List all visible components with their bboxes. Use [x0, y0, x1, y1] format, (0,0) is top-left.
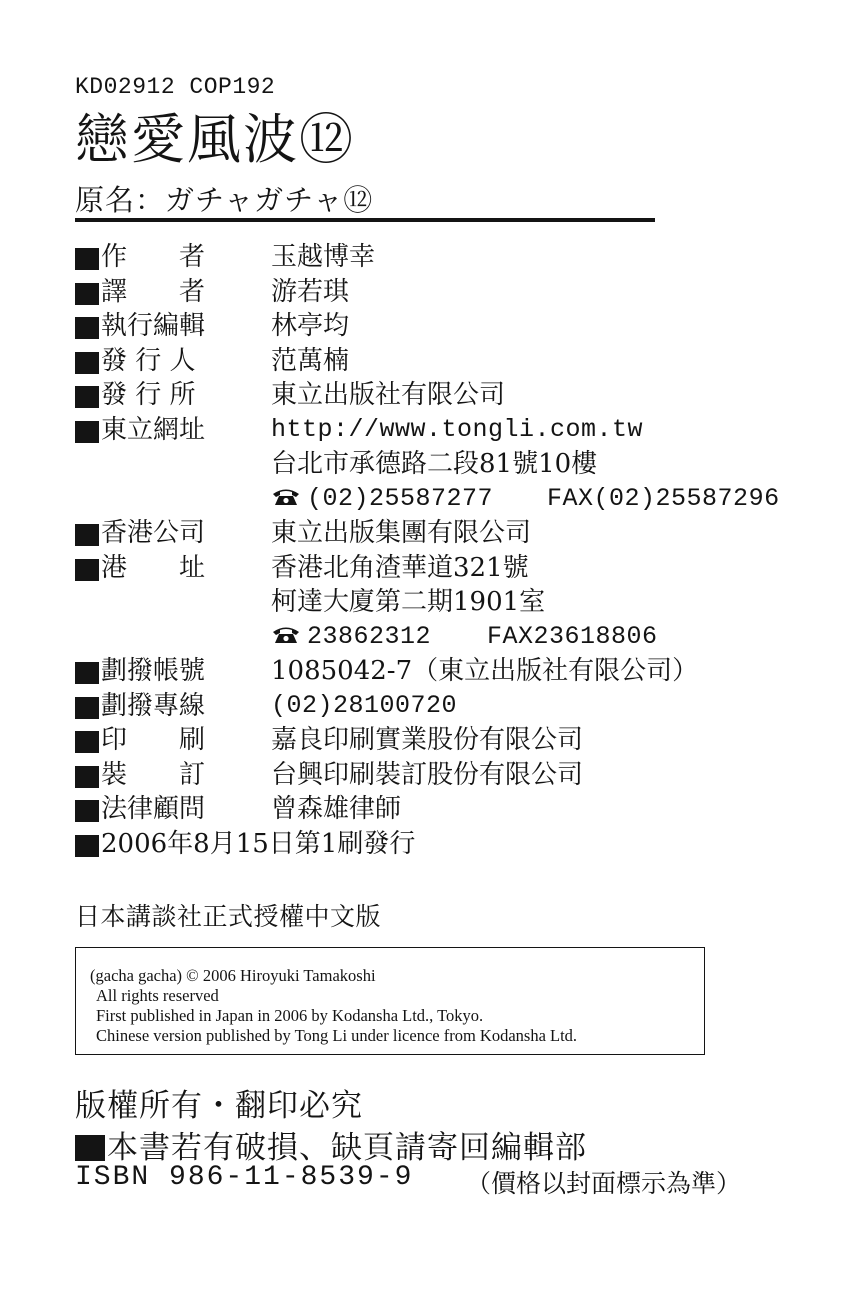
damage-notice-text: 本書若有破損、缺頁請寄回編輯部 [107, 1130, 587, 1166]
bullet-square [75, 386, 99, 408]
hk-contact-row [75, 620, 795, 655]
credit-label: 法律顧問 [101, 794, 206, 824]
credit-label: 香港公司 [101, 518, 206, 548]
bullet-square [75, 766, 99, 788]
credit-value: 林亭均 [271, 311, 350, 341]
credit-label: 發 行 人 [101, 345, 196, 376]
credit-label: 裝 訂 [101, 759, 206, 790]
price-note: （價格以封面標示為準） [466, 1169, 742, 1198]
credit-value: 東立出版社有限公司 [271, 380, 506, 410]
website-url[interactable]: http://www.tongli.com.tw [271, 414, 644, 444]
credit-row-translator [75, 275, 795, 310]
rights-statement: 版權所有・翻印必究 [75, 1088, 363, 1124]
credit-label: 東立網址 [101, 414, 206, 445]
title-rule [75, 218, 655, 222]
hk-address-row-2 [75, 585, 795, 620]
bullet-square [75, 317, 99, 339]
credit-row-giro-line [75, 689, 795, 724]
credit-value: 1085042-7（東立出版社有限公司） [271, 656, 699, 686]
publish-date-row [75, 827, 795, 862]
hk-address-row [75, 551, 795, 586]
bullet-square [75, 800, 99, 822]
bullet-square [75, 662, 99, 684]
bullet-square [75, 559, 99, 581]
bullet-square [75, 1135, 105, 1161]
publish-date: 2006年8月15日第1刷發行 [101, 828, 416, 859]
credit-value: 范萬楠 [271, 345, 350, 376]
copyright-box [75, 947, 705, 1055]
bullet-square [75, 283, 99, 305]
tongli-address: 台北市承德路二段81號10樓 [271, 449, 598, 479]
credit-value: (02)28100720 [271, 690, 458, 720]
credit-row-website [75, 413, 795, 448]
original-title: 原名：ガチャガチャ⑫ [75, 183, 374, 217]
credit-label: 作 者 [101, 242, 206, 272]
hk-address-line2: 柯達大廈第二期1901室 [271, 587, 546, 617]
hk-phone: 23862312 [307, 621, 432, 651]
credit-value: 游若琪 [271, 276, 350, 307]
credit-label: 發 行 所 [101, 380, 196, 410]
phone-icon [271, 487, 301, 507]
credit-label: 劃撥專線 [101, 690, 206, 721]
bullet-square [75, 731, 99, 753]
copyright-line: (gacha gacha) © 2006 Hiroyuki Tamakoshi [90, 966, 376, 985]
copyright-line: Chinese version published by Tong Li under licence from Kodansha Ltd. [96, 1026, 578, 1045]
credit-row-legal [75, 792, 795, 827]
credit-value: 曾森雄律師 [271, 794, 402, 824]
tongli-contact [271, 482, 780, 516]
bullet-square [75, 248, 99, 270]
copyright-line: All rights reserved [96, 986, 219, 1005]
isbn: ISBN 986-11-8539-9 [75, 1162, 414, 1193]
credit-label: 執行編輯 [101, 311, 206, 341]
credit-value: 玉越博幸 [271, 242, 376, 272]
credit-row-printer [75, 723, 795, 758]
hk-company-row [75, 516, 795, 551]
credit-row-publishing-house [75, 378, 795, 413]
hk-contact [271, 620, 658, 654]
credit-label: 譯 者 [101, 276, 206, 307]
tongli-fax: FAX(02)25587296 [547, 483, 780, 513]
credit-value: 台興印刷裝訂股份有限公司 [271, 759, 584, 790]
license-statement: 日本講談社正式授權中文版 [75, 902, 382, 931]
credit-row-editor [75, 309, 795, 344]
bullet-square [75, 524, 99, 546]
credit-label: 劃撥帳號 [101, 656, 206, 686]
credit-label: 港 址 [101, 552, 206, 583]
tongli-contact-row [75, 482, 795, 517]
credit-label: 印 刷 [101, 725, 206, 755]
phone-icon [271, 625, 301, 645]
bullet-square [75, 352, 99, 374]
credit-row-giro-account [75, 654, 795, 689]
hk-company: 東立出版集團有限公司 [271, 518, 532, 548]
book-title: 戀愛風波⑫ [75, 108, 355, 171]
copyright-line: First published in Japan in 2006 by Kodansha Ltd., Tokyo. [96, 1006, 484, 1025]
hk-fax: FAX23618806 [487, 621, 658, 651]
bullet-square [75, 697, 99, 719]
credit-row-binder [75, 758, 795, 793]
credit-value: 嘉良印刷實業股份有限公司 [271, 725, 584, 755]
bullet-square [75, 835, 99, 857]
credits-list [75, 240, 795, 861]
publication-code: KD02912 COP192 [75, 74, 276, 100]
bullet-square [75, 421, 99, 443]
damage-notice [75, 1122, 587, 1167]
tongli-address-row [75, 447, 795, 482]
tongli-phone: (02)25587277 [307, 483, 494, 513]
credit-row-author [75, 240, 795, 275]
credit-row-publisher [75, 344, 795, 379]
hk-address-line1: 香港北角渣華道321號 [271, 552, 529, 583]
